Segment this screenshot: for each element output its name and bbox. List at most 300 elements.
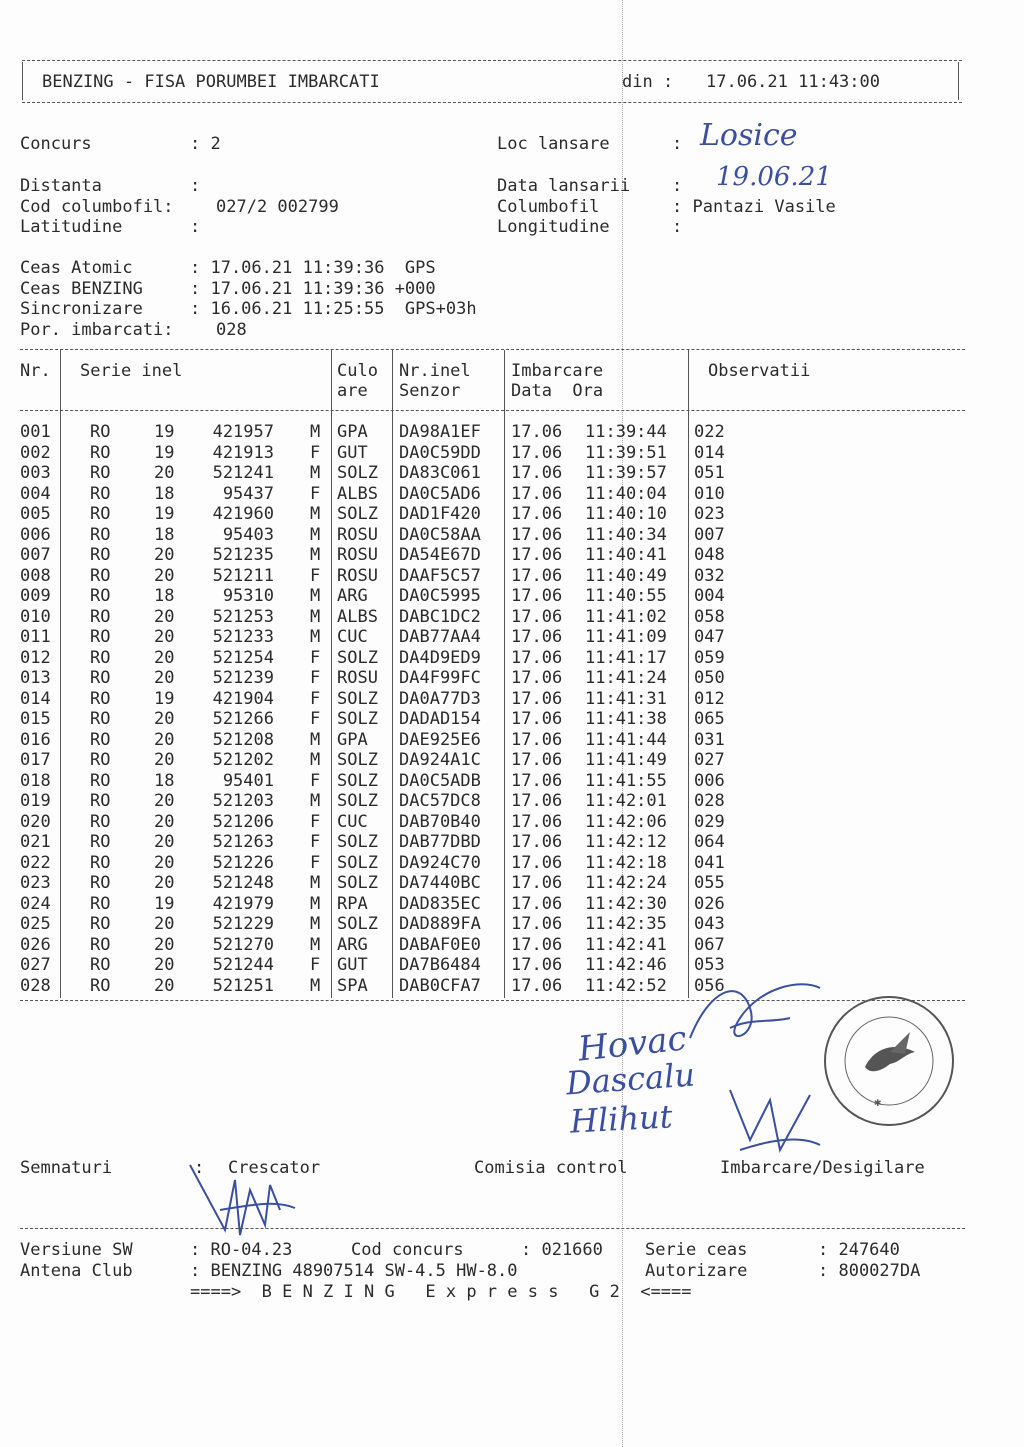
cell-sensor-ring: DAC57DC8 xyxy=(399,791,481,811)
cell-time: 11:41:38 xyxy=(585,709,667,729)
cell-year: 20 xyxy=(154,873,175,893)
semnaturi-label: Semnaturi xyxy=(20,1158,113,1178)
header-top-border xyxy=(22,60,962,61)
serie-ceas-label: Serie ceas xyxy=(645,1240,748,1260)
cell-ring-number: 521244 xyxy=(212,955,274,975)
cell-sensor-ring: DA7440BC xyxy=(399,873,481,893)
cell-nr: 025 xyxy=(20,914,51,934)
cell-nr: 007 xyxy=(20,545,51,565)
cell-color: ROSU xyxy=(337,545,378,565)
table-row xyxy=(0,668,1024,689)
cell-country: RO xyxy=(90,647,111,668)
cell-time: 11:42:41 xyxy=(585,934,667,955)
crescator-label: Crescator xyxy=(228,1158,321,1178)
cell-observation: 064 xyxy=(694,832,725,852)
autorizare-label: Autorizare xyxy=(645,1261,748,1281)
cell-color: ROSU xyxy=(337,524,378,545)
document-title: BENZING - FISA PORUMBEI IMBARCATI xyxy=(42,72,380,92)
longitudine-label: Longitudine xyxy=(497,217,610,237)
distanta-label: Distanta xyxy=(20,176,102,196)
cell-time: 11:41:09 xyxy=(585,627,667,647)
cell-color: GPA xyxy=(337,729,368,750)
cell-nr: 023 xyxy=(20,873,51,893)
table-row xyxy=(0,791,1024,812)
versiune-sw-value: : RO-04.23 xyxy=(190,1240,293,1260)
table-row xyxy=(0,955,1024,976)
cell-sensor-ring: DA0C5AD6 xyxy=(399,483,481,504)
cell-observation: 006 xyxy=(694,770,725,791)
cell-ring-number: 521206 xyxy=(212,811,274,832)
cell-country: RO xyxy=(90,586,111,606)
cell-sensor-ring: DAAF5C57 xyxy=(399,565,481,586)
semnaturi-sep: : xyxy=(194,1158,205,1178)
sincronizare-value: : 16.06.21 11:25:55 GPS+03h xyxy=(190,299,477,319)
cell-color: CUC xyxy=(337,811,368,832)
cell-color: SOLZ xyxy=(337,791,378,811)
table-row xyxy=(0,689,1024,710)
cell-sensor-ring: DAD1F420 xyxy=(399,504,481,524)
table-row xyxy=(0,525,1024,546)
cell-year: 20 xyxy=(154,750,175,770)
cell-year: 20 xyxy=(154,668,175,688)
cell-date: 17.06 xyxy=(511,955,563,975)
cell-ring-number: 521270 xyxy=(212,934,274,955)
cell-nr: 028 xyxy=(20,975,51,996)
cell-country: RO xyxy=(90,893,111,914)
cell-country: RO xyxy=(90,463,111,483)
cell-sex: F xyxy=(310,852,321,873)
cell-time: 11:41:49 xyxy=(585,750,667,770)
cell-sensor-ring: DAB77AA4 xyxy=(399,627,481,647)
cell-sex: M xyxy=(310,545,321,565)
loc-lansare-label: Loc lansare xyxy=(497,134,610,154)
cell-year: 19 xyxy=(154,688,175,709)
cell-sensor-ring: DA54E67D xyxy=(399,545,481,565)
cell-color: SOLZ xyxy=(337,688,378,709)
cell-sensor-ring: DA0C5995 xyxy=(399,586,481,606)
cell-date: 17.06 xyxy=(511,729,563,750)
cell-time: 11:41:24 xyxy=(585,668,667,688)
autorizare-value: : 800027DA xyxy=(818,1261,921,1281)
cell-nr: 021 xyxy=(20,832,51,852)
cell-nr: 019 xyxy=(20,791,51,811)
cell-sensor-ring: DAB70B40 xyxy=(399,811,481,832)
cell-sex: F xyxy=(310,565,321,586)
cell-time: 11:41:55 xyxy=(585,770,667,791)
cell-ring-number: 521229 xyxy=(212,914,274,934)
cell-color: ARG xyxy=(337,586,368,606)
ceas-atomic-value: : 17.06.21 11:39:36 GPS xyxy=(190,258,436,278)
print-date-value: 17.06.21 11:43:00 xyxy=(706,72,880,92)
cell-country: RO xyxy=(90,934,111,955)
table-top-border xyxy=(20,349,965,350)
cell-country: RO xyxy=(90,668,111,688)
cell-time: 11:42:12 xyxy=(585,832,667,852)
col-header-serie: Serie inel xyxy=(80,361,183,381)
cell-observation: 014 xyxy=(694,442,725,463)
cell-sensor-ring: DA7B6484 xyxy=(399,955,481,975)
cell-color: SOLZ xyxy=(337,750,378,770)
cell-observation: 026 xyxy=(694,893,725,914)
cell-year: 20 xyxy=(154,791,175,811)
cell-observation: 053 xyxy=(694,955,725,975)
cell-ring-number: 521239 xyxy=(212,668,274,688)
col-header-nrinel-1: Nr.inel xyxy=(399,361,471,381)
cell-observation: 056 xyxy=(694,975,725,996)
col-header-imbarcare-2: Data Ora xyxy=(511,381,604,401)
cell-sensor-ring: DAD835EC xyxy=(399,893,481,914)
table-row xyxy=(0,853,1024,874)
columbofil-value: : Pantazi Vasile xyxy=(672,197,836,217)
cell-color: GUT xyxy=(337,955,368,975)
cell-observation: 067 xyxy=(694,934,725,955)
cell-ring-number: 521241 xyxy=(212,463,274,483)
footer-top-border xyxy=(20,1228,965,1229)
scribble-signature-2 xyxy=(720,1080,830,1160)
cell-color: ROSU xyxy=(337,668,378,688)
cell-sensor-ring: DA4F99FC xyxy=(399,668,481,688)
benzing-express-banner: ====> B E N Z I N G E x p r e s s G 2 <==== xyxy=(190,1282,692,1302)
cell-year: 20 xyxy=(154,975,175,996)
cell-observation: 041 xyxy=(694,852,725,873)
porumbei-imbarcati-label: Por. imbarcati: xyxy=(20,320,174,340)
cell-country: RO xyxy=(90,524,111,545)
cell-sex: F xyxy=(310,688,321,709)
cell-sex: M xyxy=(310,934,321,955)
cell-year: 18 xyxy=(154,483,175,504)
cell-sensor-ring: DABAF0E0 xyxy=(399,934,481,955)
cell-observation: 029 xyxy=(694,811,725,832)
cell-date: 17.06 xyxy=(511,934,563,955)
cell-sex: F xyxy=(310,770,321,791)
cell-ring-number: 521211 xyxy=(212,565,274,586)
cell-observation: 010 xyxy=(694,483,725,504)
cell-year: 20 xyxy=(154,709,175,729)
cell-date: 17.06 xyxy=(511,442,563,463)
cell-year: 20 xyxy=(154,463,175,483)
cell-sex: F xyxy=(310,668,321,688)
col-header-observatii: Observatii xyxy=(708,361,811,381)
cell-color: ALBS xyxy=(337,606,378,627)
cell-sensor-ring: DABC1DC2 xyxy=(399,606,481,627)
cell-nr: 011 xyxy=(20,627,51,647)
cell-sex: M xyxy=(310,873,321,893)
cell-color: ARG xyxy=(337,934,368,955)
cell-ring-number: 521235 xyxy=(212,545,274,565)
cell-year: 20 xyxy=(154,729,175,750)
cell-country: RO xyxy=(90,545,111,565)
antena-club-label: Antena Club xyxy=(20,1261,133,1281)
table-row xyxy=(0,586,1024,607)
cell-time: 11:40:55 xyxy=(585,586,667,606)
loc-lansare-sep: : xyxy=(672,134,683,154)
cell-ring-number: 521253 xyxy=(212,606,274,627)
cell-time: 11:40:04 xyxy=(585,483,667,504)
cell-year: 19 xyxy=(154,504,175,524)
cell-time: 11:42:24 xyxy=(585,873,667,893)
cell-sex: M xyxy=(310,524,321,545)
cell-country: RO xyxy=(90,770,111,791)
cell-time: 11:42:35 xyxy=(585,914,667,934)
cell-color: GPA xyxy=(337,422,368,442)
cell-sex: M xyxy=(310,750,321,770)
table-row xyxy=(0,730,1024,751)
cell-date: 17.06 xyxy=(511,524,563,545)
cell-ring-number: 521266 xyxy=(212,709,274,729)
cell-date: 17.06 xyxy=(511,750,563,770)
cell-color: SOLZ xyxy=(337,852,378,873)
svg-text:✱: ✱ xyxy=(874,1095,882,1109)
cell-country: RO xyxy=(90,606,111,627)
cell-country: RO xyxy=(90,832,111,852)
cell-ring-number: 421960 xyxy=(212,504,274,524)
cell-sensor-ring: DAB77DBD xyxy=(399,832,481,852)
table-row xyxy=(0,627,1024,648)
cell-sex: F xyxy=(310,811,321,832)
cell-nr: 026 xyxy=(20,934,51,955)
cell-color: SPA xyxy=(337,975,368,996)
cell-observation: 058 xyxy=(694,606,725,627)
cod-concurs-label: Cod concurs xyxy=(351,1240,464,1260)
cell-time: 11:41:17 xyxy=(585,647,667,668)
cell-time: 11:39:51 xyxy=(585,442,667,463)
cell-observation: 027 xyxy=(694,750,725,770)
cell-color: SOLZ xyxy=(337,832,378,852)
header-left-border xyxy=(22,62,23,100)
cell-ring-number: 521254 xyxy=(212,647,274,668)
cell-color: GUT xyxy=(337,442,368,463)
cell-date: 17.06 xyxy=(511,668,563,688)
cell-time: 11:39:44 xyxy=(585,422,667,442)
cell-nr: 004 xyxy=(20,483,51,504)
table-row xyxy=(0,566,1024,587)
cell-observation: 047 xyxy=(694,627,725,647)
cod-columbofil-label: Cod columbofil: xyxy=(20,197,174,217)
cell-year: 20 xyxy=(154,627,175,647)
cell-country: RO xyxy=(90,955,111,975)
cell-country: RO xyxy=(90,975,111,996)
cell-country: RO xyxy=(90,483,111,504)
cell-nr: 009 xyxy=(20,586,51,606)
table-row xyxy=(0,443,1024,464)
versiune-sw-label: Versiune SW xyxy=(20,1240,133,1260)
cell-date: 17.06 xyxy=(511,832,563,852)
cod-concurs-value: : 021660 xyxy=(521,1240,603,1260)
cell-observation: 023 xyxy=(694,504,725,524)
cell-date: 17.06 xyxy=(511,688,563,709)
cell-sex: F xyxy=(310,483,321,504)
cell-color: RPA xyxy=(337,893,368,914)
cell-sensor-ring: DA0C59DD xyxy=(399,442,481,463)
cell-nr: 017 xyxy=(20,750,51,770)
crescator-signature-scribble xyxy=(180,1150,310,1245)
cell-time: 11:40:49 xyxy=(585,565,667,586)
latitudine-value: : xyxy=(190,217,201,237)
table-row xyxy=(0,812,1024,833)
table-row xyxy=(0,771,1024,792)
cell-sensor-ring: DADAD154 xyxy=(399,709,481,729)
cell-date: 17.06 xyxy=(511,565,563,586)
cell-sex: M xyxy=(310,463,321,483)
cell-year: 20 xyxy=(154,545,175,565)
cell-country: RO xyxy=(90,565,111,586)
print-date-label: din : xyxy=(622,72,674,92)
table-row xyxy=(0,422,1024,443)
cell-observation: 032 xyxy=(694,565,725,586)
cell-sex: F xyxy=(310,442,321,463)
handwritten-signature-3: Hlihut xyxy=(569,1097,674,1141)
concurs-value: : 2 xyxy=(190,134,221,154)
cell-nr: 013 xyxy=(20,668,51,688)
cell-color: SOLZ xyxy=(337,914,378,934)
cell-time: 11:40:41 xyxy=(585,545,667,565)
cell-time: 11:42:30 xyxy=(585,893,667,914)
cell-year: 19 xyxy=(154,422,175,442)
cell-color: CUC xyxy=(337,627,368,647)
cell-sex: M xyxy=(310,422,321,442)
cell-sex: M xyxy=(310,791,321,811)
cell-ring-number: 421913 xyxy=(212,442,274,463)
cell-color: ROSU xyxy=(337,565,378,586)
data-lansarii-label: Data lansarii xyxy=(497,176,631,196)
cell-country: RO xyxy=(90,914,111,934)
cell-date: 17.06 xyxy=(511,483,563,504)
cell-nr: 006 xyxy=(20,524,51,545)
cell-color: SOLZ xyxy=(337,504,378,524)
ceas-atomic-label: Ceas Atomic xyxy=(20,258,133,278)
cell-sensor-ring: DA0C58AA xyxy=(399,524,481,545)
cell-observation: 028 xyxy=(694,791,725,811)
cod-columbofil-value: 027/2 002799 xyxy=(216,197,339,217)
ceas-benzing-value: : 17.06.21 11:39:36 +000 xyxy=(190,279,436,299)
cell-nr: 003 xyxy=(20,463,51,483)
handwritten-signature-2: Dascalu xyxy=(564,1055,697,1103)
comisia-control-label: Comisia control xyxy=(474,1158,628,1178)
cell-observation: 012 xyxy=(694,688,725,709)
cell-year: 20 xyxy=(154,955,175,975)
cell-ring-number: 421957 xyxy=(212,422,274,442)
cell-country: RO xyxy=(90,811,111,832)
cell-year: 18 xyxy=(154,524,175,545)
cell-year: 20 xyxy=(154,606,175,627)
cell-ring-number: 95401 xyxy=(222,770,274,791)
cell-date: 17.06 xyxy=(511,791,563,811)
imbarcare-desigilare-label: Imbarcare/Desigilare xyxy=(720,1158,925,1178)
cell-sex: M xyxy=(310,504,321,524)
cell-year: 20 xyxy=(154,934,175,955)
cell-sensor-ring: DAD889FA xyxy=(399,914,481,934)
cell-observation: 022 xyxy=(694,422,725,442)
cell-observation: 007 xyxy=(694,524,725,545)
cell-time: 11:42:52 xyxy=(585,975,667,996)
cell-color: SOLZ xyxy=(337,463,378,483)
cell-date: 17.06 xyxy=(511,586,563,606)
cell-time: 11:42:18 xyxy=(585,852,667,873)
cell-color: SOLZ xyxy=(337,770,378,791)
cell-sensor-ring: DA98A1EF xyxy=(399,422,481,442)
table-row xyxy=(0,545,1024,566)
cell-ring-number: 521233 xyxy=(212,627,274,647)
cell-country: RO xyxy=(90,852,111,873)
cell-date: 17.06 xyxy=(511,545,563,565)
data-lansarii-sep: : xyxy=(672,176,683,196)
loc-lansare-handwritten: Losice xyxy=(700,118,798,153)
cell-nr: 016 xyxy=(20,729,51,750)
table-row xyxy=(0,894,1024,915)
cell-sex: F xyxy=(310,647,321,668)
cell-country: RO xyxy=(90,627,111,647)
cell-nr: 020 xyxy=(20,811,51,832)
cell-time: 11:41:02 xyxy=(585,606,667,627)
cell-sensor-ring: DA0C5ADB xyxy=(399,770,481,791)
cell-ring-number: 521203 xyxy=(212,791,274,811)
cell-date: 17.06 xyxy=(511,709,563,729)
cell-ring-number: 521208 xyxy=(212,729,274,750)
sincronizare-label: Sincronizare xyxy=(20,299,143,319)
cell-country: RO xyxy=(90,750,111,770)
cell-sex: M xyxy=(310,893,321,914)
cell-nr: 001 xyxy=(20,422,51,442)
cell-nr: 024 xyxy=(20,893,51,914)
cell-year: 19 xyxy=(154,442,175,463)
cell-time: 11:41:31 xyxy=(585,688,667,709)
cell-time: 11:42:06 xyxy=(585,811,667,832)
cell-observation: 051 xyxy=(694,463,725,483)
cell-country: RO xyxy=(90,729,111,750)
cell-date: 17.06 xyxy=(511,606,563,627)
cell-time: 11:39:57 xyxy=(585,463,667,483)
cell-date: 17.06 xyxy=(511,852,563,873)
cell-nr: 027 xyxy=(20,955,51,975)
cell-sensor-ring: DA0A77D3 xyxy=(399,688,481,709)
table-row xyxy=(0,873,1024,894)
scribble-signature-1 xyxy=(680,968,830,1058)
cell-time: 11:40:10 xyxy=(585,504,667,524)
col-header-culoare-2: are xyxy=(337,381,368,401)
cell-ring-number: 421904 xyxy=(212,688,274,709)
cell-time: 11:42:01 xyxy=(585,791,667,811)
cell-observation: 004 xyxy=(694,586,725,606)
table-row xyxy=(0,463,1024,484)
porumbei-imbarcati-value: 028 xyxy=(216,320,247,340)
table-row xyxy=(0,504,1024,525)
cell-observation: 059 xyxy=(694,647,725,668)
pigeon-table-body xyxy=(0,422,1024,1002)
handwritten-signature-1: Hovac xyxy=(576,1018,689,1070)
cell-sensor-ring: DA4D9ED9 xyxy=(399,647,481,668)
cell-ring-number: 95403 xyxy=(222,524,274,545)
cell-date: 17.06 xyxy=(511,647,563,668)
cell-nr: 008 xyxy=(20,565,51,586)
table-row xyxy=(0,607,1024,628)
cell-sensor-ring: DAB0CFA7 xyxy=(399,975,481,996)
cell-time: 11:41:44 xyxy=(585,729,667,750)
cell-year: 19 xyxy=(154,893,175,914)
concurs-label: Concurs xyxy=(20,134,92,154)
distanta-value: : xyxy=(190,176,201,196)
cell-date: 17.06 xyxy=(511,893,563,914)
col-header-imbarcare-1: Imbarcare xyxy=(511,361,604,381)
cell-sex: M xyxy=(310,914,321,934)
header-bottom-border xyxy=(22,102,962,103)
columbofil-label: Columbofil xyxy=(497,197,600,217)
cell-sex: M xyxy=(310,975,321,996)
cell-year: 20 xyxy=(154,565,175,586)
table-row xyxy=(0,914,1024,935)
col-header-nr: Nr. xyxy=(20,361,51,381)
cell-date: 17.06 xyxy=(511,914,563,934)
cell-observation: 055 xyxy=(694,873,725,893)
